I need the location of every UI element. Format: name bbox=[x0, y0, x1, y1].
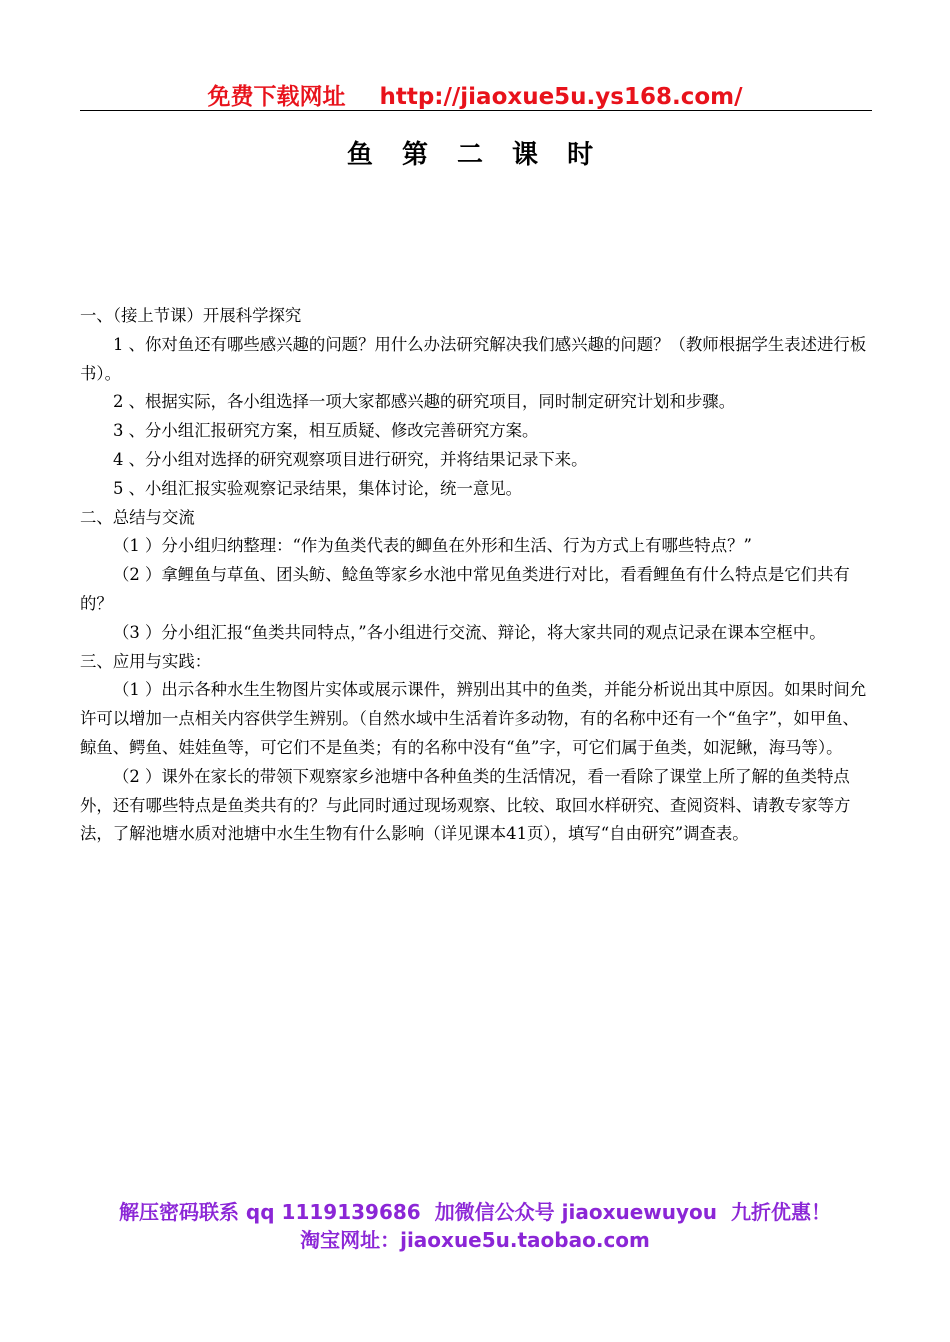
footer-discount: 九折优惠！ bbox=[731, 1200, 832, 1224]
footer-qq: 解压密码联系 qq 1119139686 bbox=[118, 1200, 421, 1224]
download-label: 免费下载网址 bbox=[207, 84, 346, 110]
footer-contact bbox=[0, 1196, 950, 1225]
section-heading-1: 一、（接上节课）开展科学探究 bbox=[80, 306, 302, 325]
paragraph: （2 ）拿鲤鱼与草鱼、团头鲂、鲶鱼等家乡水池中常见鱼类进行对比，看看鲤鱼有什么特点是它们共有的？ bbox=[80, 565, 850, 613]
paragraph: （2 ）课外在家长的带领下观察家乡池塘中各种鱼类的生活情况，看一看除了课堂上所了解的鱼类特点外，还有哪些特点是鱼类共有的？与此同时通过现场观察、比较、取回水样研究、查阅资料、请教专家等方法，了解池塘水质对池塘中水生生物有什么影响（详见课本41页），填写“自由研究”调查表。 bbox=[80, 766, 851, 844]
paragraph: 5 、小组汇报实验观察记录结果，集体讨论，统一意见。 bbox=[113, 478, 523, 498]
paragraph: （1 ）出示各种水生生物图片实体或展示课件，辨别出其中的鱼类，并能分析说出其中原因。如果时间允许可以增加一点相关内容供学生辨别。（自然水域中生活着许多动物，有的名称中还有一个“鱼字”，如甲鱼、鲸鱼、鳄鱼、娃娃鱼等，可它们不是鱼类；有的名称中没有“鱼”字，可它们属于鱼类，如泥鳅，海马等）。 bbox=[80, 680, 867, 757]
paragraph: 1 、你对鱼还有哪些感兴趣的问题？用什么办法研究解决我们感兴趣的问题？（教师根据学生表述进行板书）。 bbox=[80, 334, 867, 383]
section-heading-3: 三、应用与实践： bbox=[80, 651, 212, 671]
paragraph: （3 ）分小组汇报“鱼类共同特点，”各小组进行交流、辩论，将大家共同的观点记录在课本空框中。 bbox=[113, 622, 826, 642]
paragraph: 4 、分小组对选择的研究观察项目进行研究，并将结果记录下来。 bbox=[113, 449, 588, 469]
footer-taobao[interactable]: 淘宝网址：jiaoxue5u.taobao.com bbox=[300, 1228, 650, 1252]
page-title: 鱼 第 二 课 时 bbox=[346, 140, 604, 170]
footer-wechat: 加微信公众号 jiaoxuewuyou bbox=[434, 1200, 718, 1224]
paragraph: 3 、分小组汇报研究方案，相互质疑、修改完善研究方案。 bbox=[113, 421, 539, 441]
paragraph: （1 ）分小组归纳整理：“作为鱼类代表的鲫鱼在外形和生活、行为方式上有哪些特点？” bbox=[113, 536, 752, 556]
section-heading-2: 二、总结与交流 bbox=[80, 507, 195, 527]
download-header bbox=[0, 78, 950, 111]
download-url-link[interactable]: http://jiaoxue5u.ys168.com/ bbox=[379, 84, 743, 110]
header-divider bbox=[80, 110, 872, 111]
lesson-body bbox=[80, 302, 875, 849]
paragraph: 2 、根据实际，各小组选择一项大家都感兴趣的研究项目，同时制定研究计划和步骤。 bbox=[113, 392, 736, 412]
